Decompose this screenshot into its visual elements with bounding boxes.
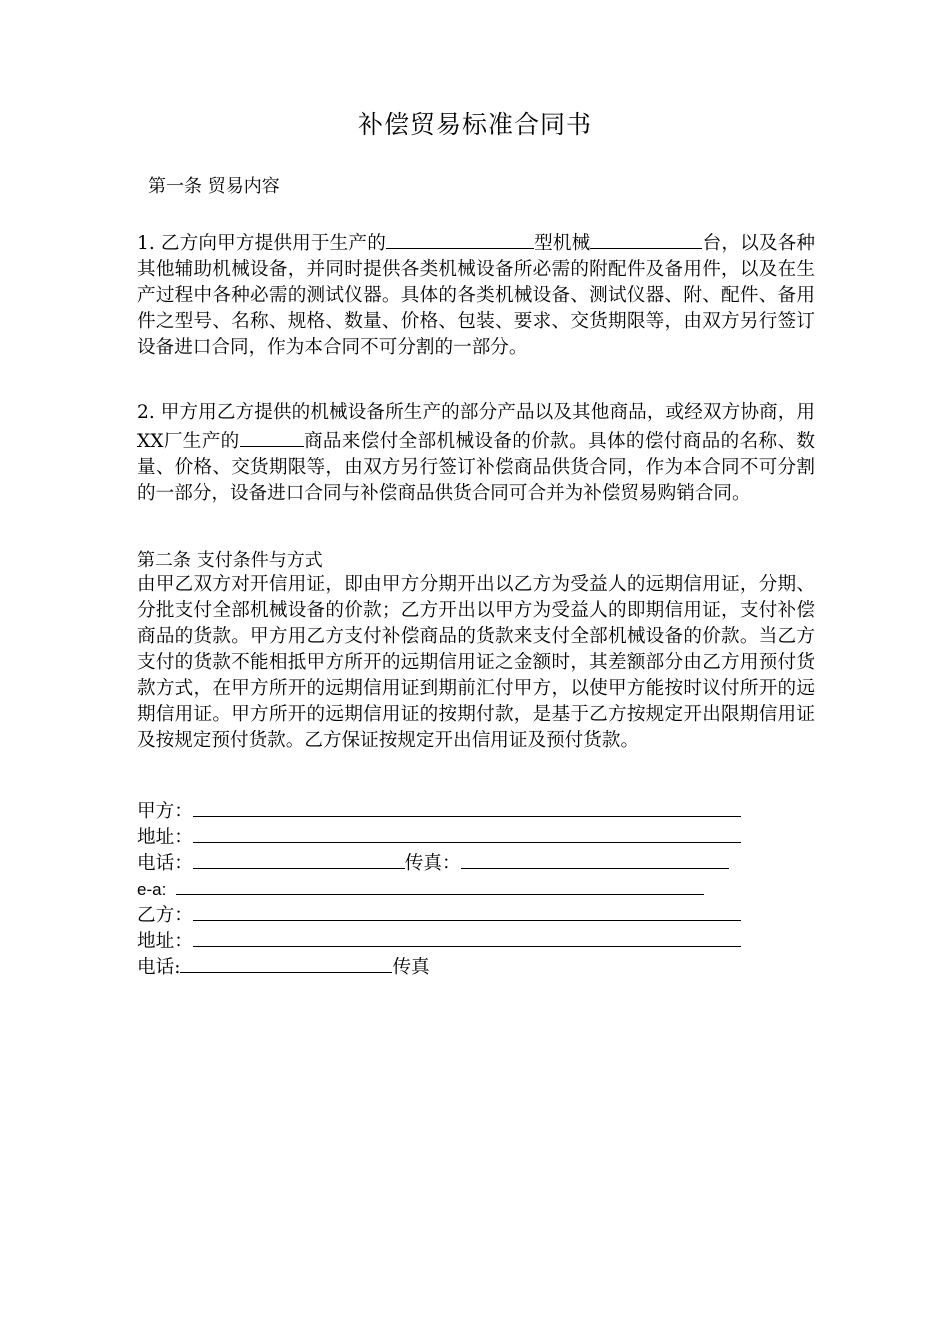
phone-a-blank: [193, 848, 405, 869]
article-2-heading: 第二条 支付条件与方式: [137, 550, 323, 571]
phone-b-label: 电话:: [137, 957, 181, 978]
party-b-label: 乙方：: [137, 905, 193, 926]
article-1-p1-text-c: 台，以及各种其他辅助机械设备，并同时提供各类机械设备所必需的附配件及备用件，以及在生产过程中各种必需的测试仪器。具体的各类机械设备、测试仪器、附、配件、备用件之型号、名称、规格、数量、价格、包装、要求、交货期限等，由双方另行签订设备进口合同，作为本合同不可分割的一部分。: [137, 233, 815, 358]
document-title: 补偿贸易标准合同书: [357, 110, 592, 139]
address-a-line: [137, 822, 741, 851]
phone-a-label: 电话：: [137, 853, 193, 874]
phone-fax-b-line: [137, 952, 430, 981]
party-b-blank: [193, 900, 741, 921]
article-1-paragraph-2: [137, 400, 815, 507]
article-1-heading: 第一条 贸易内容: [148, 176, 280, 197]
fax-a-blank: [461, 848, 729, 869]
article-2-body: 由甲乙双方对开信用证，即由甲方分期开出以乙方为受益人的远期信用证，分期、分批支付全部机械设备的价款；乙方开出以甲方为受益人的即期信用证，支付补偿商品的货款。甲方用乙方支付补偿商品的货款来支付全部机械设备的价款。当乙方支付的货款不能相抵甲方所开的远期信用证之金额时，其差额部分由乙方用预付货款方式，在甲方所开的远期信用证到期前汇付甲方，以使甲方能按时议付所开的远期信用证。甲方所开的远期信用证的按期付款，是基于乙方按规定开出限期信用证及按规定预付货款。乙方保证按规定开出信用证及预付货款。: [137, 574, 815, 751]
address-a-blank: [193, 822, 741, 843]
phone-b-blank: [180, 952, 392, 973]
machine-model-blank: [386, 228, 534, 249]
address-b-blank: [193, 926, 741, 947]
party-a-blank: [193, 796, 741, 817]
article-1-p1-text-b: 型机械: [533, 233, 591, 254]
article-1-p2-text-b: 商品来偿付全部机械设备的价款。具体的偿付商品的名称、数量、价格、交货期限等，由双方另行签订补偿商品供货合同，作为本合同不可分割的一部分，设备进口合同与补偿商品供货合同可合并为补偿贸易购销合同。: [137, 431, 815, 504]
address-b-label: 地址：: [137, 931, 193, 952]
fax-b-label: 传真: [392, 957, 430, 978]
article-1-paragraph-1: [137, 228, 815, 361]
party-a-label: 甲方：: [137, 801, 193, 822]
address-b-line: [137, 926, 741, 955]
compensation-goods-blank: [240, 426, 304, 447]
article-1-p1-text-a: 1. 乙方向甲方提供用于生产的: [137, 233, 386, 254]
article-1-p2-text-a: 2. 甲方用乙方提供的机械设备所生产的部分产品以及其他商品，或经双方协商，用XX厂生产的: [137, 402, 815, 452]
address-a-label: 地址：: [137, 827, 193, 848]
email-label: e-a:: [137, 880, 167, 899]
email-line: [137, 874, 704, 903]
phone-fax-a-line: [137, 848, 729, 877]
party-b-line: [137, 900, 741, 929]
machine-quantity-blank: [590, 228, 702, 249]
fax-a-label: 传真：: [404, 853, 461, 874]
email-blank: [176, 874, 704, 895]
party-a-line: [137, 796, 741, 825]
